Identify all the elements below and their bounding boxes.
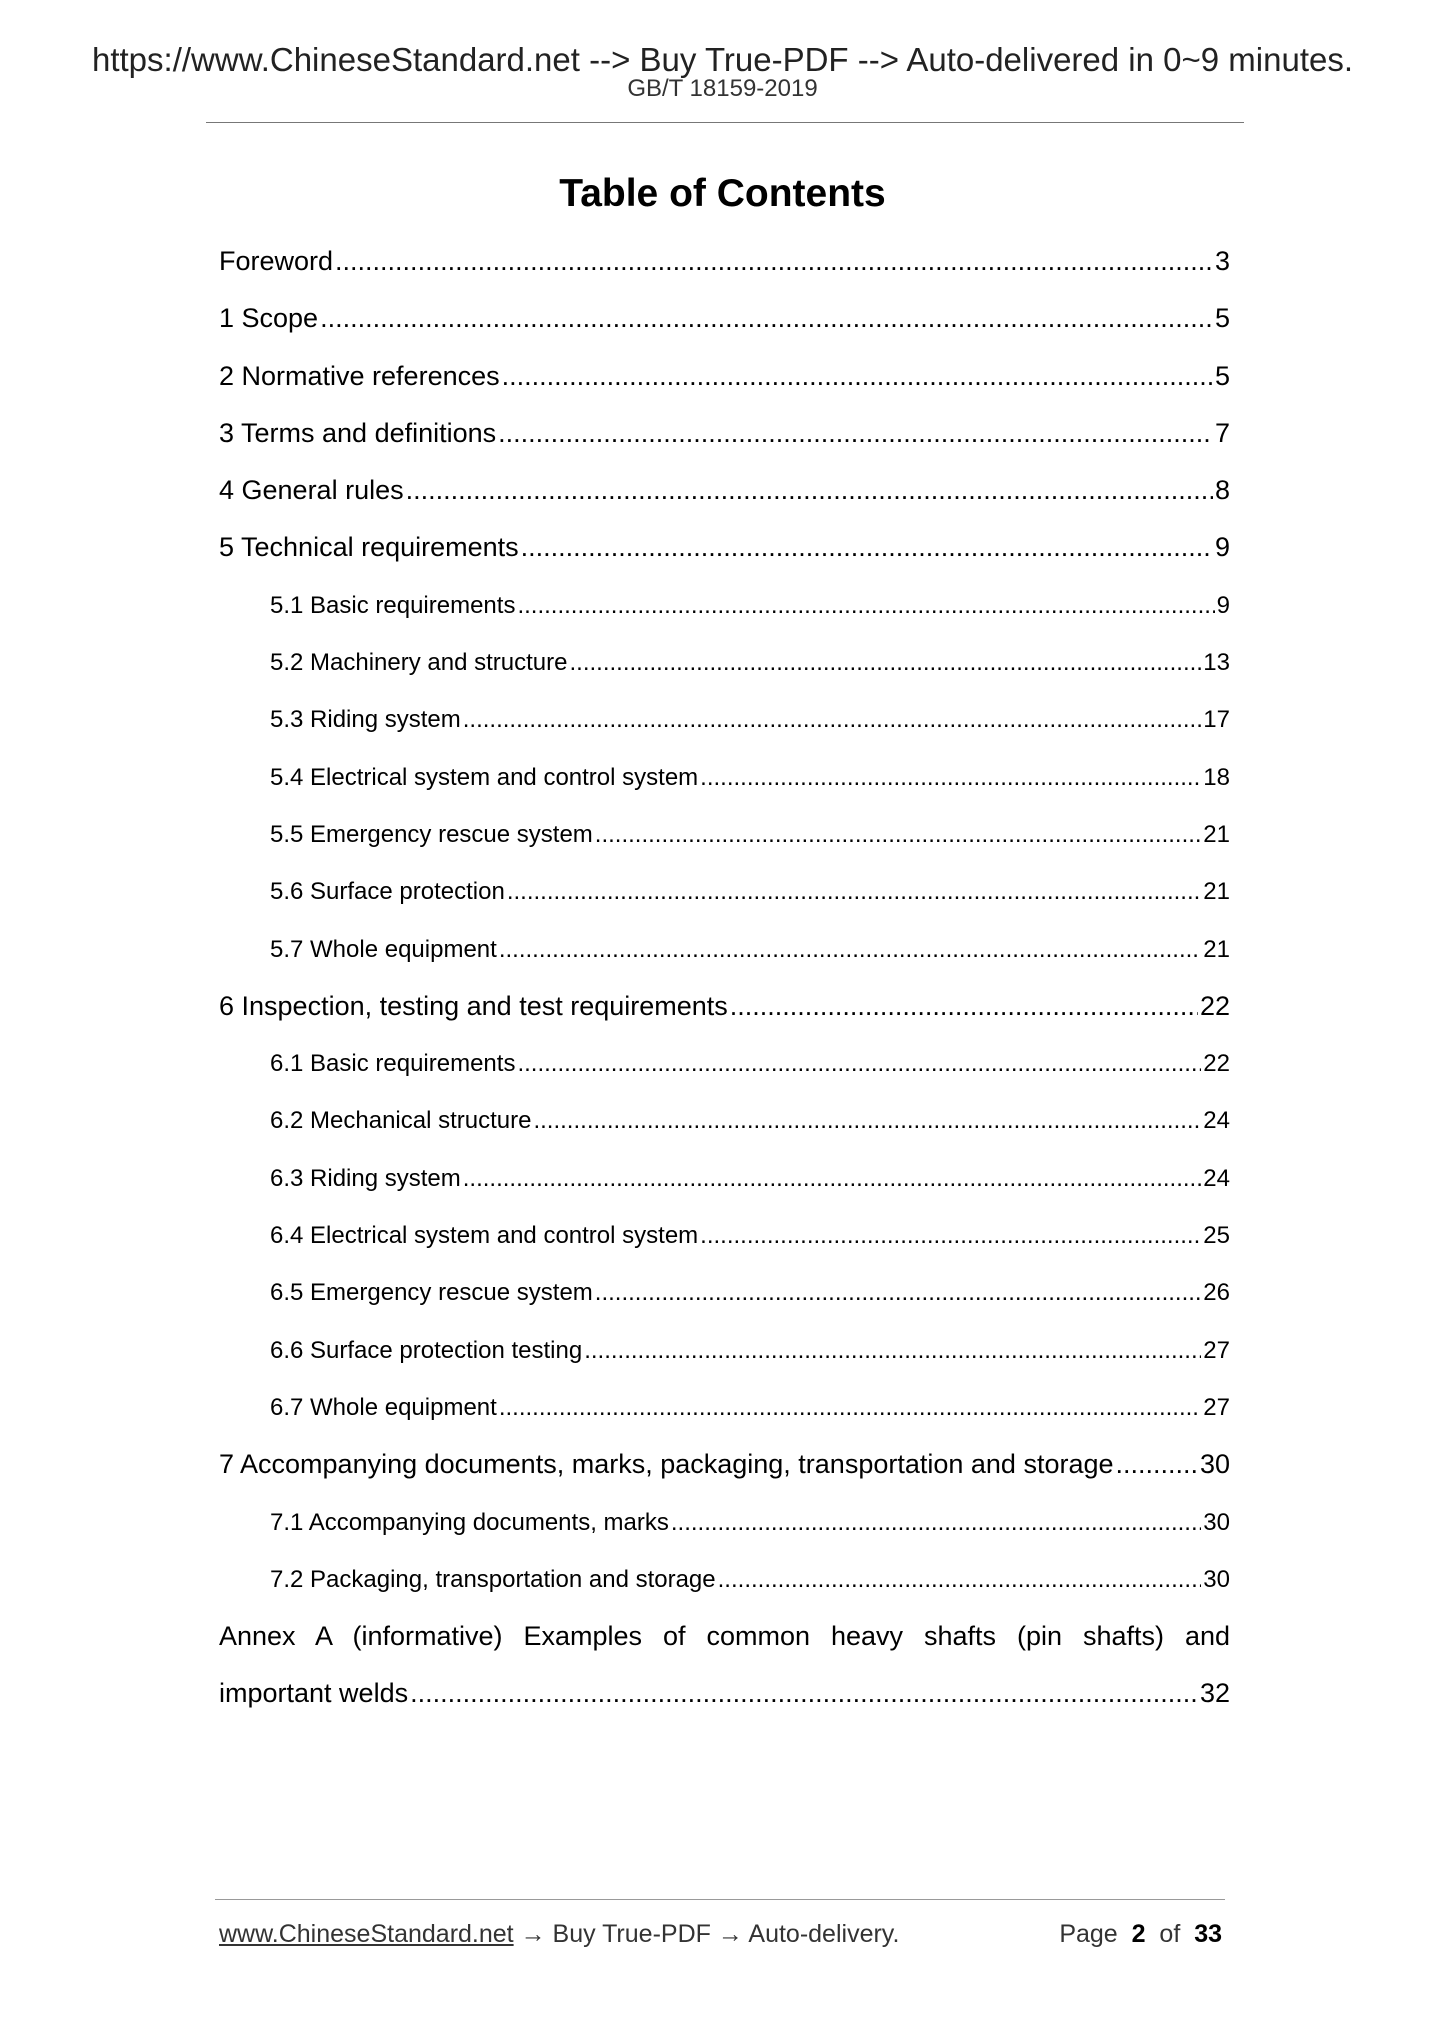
toc-entry-label: 6.7 Whole equipment [270,1393,497,1421]
dot-leader [463,1150,1202,1207]
footer-link-text [219,1918,899,1950]
dot-leader [335,233,1213,290]
toc-entry-label: 3 Terms and definitions [219,417,497,448]
toc-entry[interactable] [219,634,1230,691]
toc-entry-annex-line1[interactable] [219,1608,1230,1665]
toc-entry-label: 5.6 Surface protection [270,878,505,906]
of-word: of [1159,1920,1181,1948]
toc-entry-label: 5.7 Whole equipment [270,935,497,963]
footer-tagline: → Buy True-PDF → Auto-delivery. [513,1920,900,1948]
toc-entry-page: 22 [1199,990,1230,1021]
toc-entry-page: 13 [1203,649,1230,677]
toc-entry-page: 8 [1214,475,1230,506]
page-indicator [1059,1918,1222,1950]
toc-entry-label: important welds [219,1678,409,1709]
footer-divider [215,1899,1225,1900]
toc-entry-label: 4 General rules [219,475,404,506]
toc-entry[interactable] [219,290,1230,347]
toc-entry[interactable] [219,1551,1230,1608]
dot-leader [406,462,1213,519]
dot-leader [517,577,1214,634]
toc-entry-page: 21 [1203,820,1230,848]
toc-entry-page: 30 [1203,1508,1230,1536]
toc-entry[interactable] [219,978,1230,1035]
toc-entry[interactable] [219,519,1230,576]
toc-entry-label: 2 Normative references [219,360,500,391]
dot-leader [595,1264,1202,1321]
dot-leader [499,1379,1201,1436]
toc-entry[interactable] [219,1092,1230,1149]
toc-entry-page: 32 [1199,1678,1230,1709]
dot-leader [463,691,1202,748]
toc-entry-page: 5 [1214,360,1230,391]
toc-entry-label: 5.5 Emergency rescue system [270,820,593,848]
header-divider [206,122,1244,123]
standard-number: GB/T 18159-2019 [627,75,818,102]
dot-leader [410,1665,1198,1722]
dot-leader [569,634,1201,691]
toc-entry[interactable] [219,863,1230,920]
table-of-contents [219,233,1230,1723]
toc-entry-label: 6.2 Mechanical structure [270,1107,532,1135]
toc-entry-label: 7 Accompanying documents, marks, packaging, transportation and storage [219,1449,1114,1480]
toc-entry-label: 5.1 Basic requirements [270,591,516,619]
toc-entry[interactable] [219,405,1230,462]
toc-entry-label: 5.3 Riding system [270,706,461,734]
toc-entry-page: 21 [1203,935,1230,963]
page-word: Page [1059,1920,1118,1948]
toc-entry-label: 6.4 Electrical system and control system [270,1222,699,1250]
toc-entry-label: 6.6 Surface protection testing [270,1336,583,1364]
toc-entry-page: 17 [1203,706,1230,734]
dot-leader [521,519,1213,576]
dot-leader [517,1035,1201,1092]
toc-entry[interactable] [219,1436,1230,1493]
toc-entry[interactable] [219,1035,1230,1092]
toc-entry-label: Annex A (informative) Examples of common heavy shafts (pin shafts) and [219,1621,1230,1652]
toc-entry[interactable] [219,1322,1230,1379]
toc-entry-label: 1 Scope [219,303,319,334]
toc-entry-page: 25 [1203,1222,1230,1250]
dot-leader [730,978,1198,1035]
toc-entry-label: Foreword [219,246,334,276]
toc-entry-label: 7.2 Packaging, transportation and storage [270,1565,716,1593]
toc-entry-page: 24 [1203,1164,1230,1192]
dot-leader [498,405,1213,462]
toc-entry[interactable] [219,691,1230,748]
toc-entry-page: 22 [1203,1050,1230,1078]
dot-leader [700,1207,1201,1264]
toc-entry-page: 24 [1203,1107,1230,1135]
toc-entry[interactable] [219,921,1230,978]
toc-entry-page: 18 [1203,763,1230,791]
toc-entry-page: 30 [1203,1565,1230,1593]
toc-entry[interactable] [219,577,1230,634]
toc-entry-page: 9 [1214,532,1230,563]
footer-site-link[interactable]: www.ChineseStandard.net [219,1920,514,1948]
toc-entry[interactable] [219,462,1230,519]
toc-entry-page: 3 [1214,246,1230,276]
toc-entry-label: 7.1 Accompanying documents, marks [270,1508,669,1536]
toc-entry-page: 9 [1216,591,1230,619]
dot-leader [671,1494,1201,1551]
toc-entry-label: 6 Inspection, testing and test requirements [219,990,728,1021]
toc-entry-label: 5 Technical requirements [219,532,519,563]
toc-entry-page: 27 [1203,1336,1230,1364]
toc-entry[interactable] [219,1150,1230,1207]
toc-entry[interactable] [219,806,1230,863]
dot-leader [320,290,1213,347]
toc-entry-page: 21 [1203,878,1230,906]
toc-entry-label: 6.5 Emergency rescue system [270,1279,593,1307]
toc-entry-label: 5.4 Electrical system and control system [270,763,699,791]
dot-leader [1116,1436,1198,1493]
toc-entry[interactable] [219,1494,1230,1551]
page-total: 33 [1194,1920,1222,1948]
toc-entry-page: 5 [1214,303,1230,334]
dot-leader [700,749,1201,806]
page-number: 2 [1131,1920,1146,1948]
toc-entry-page: 30 [1199,1449,1230,1480]
header-banner: https://www.ChineseStandard.net --> Buy True-PDF --> Auto-delivered in 0~9 minutes. [91,41,1354,78]
toc-entry-label: 6.1 Basic requirements [270,1050,516,1078]
toc-entry-page: 7 [1214,417,1230,448]
dot-leader [499,921,1201,978]
toc-entry[interactable] [219,233,1230,290]
page-title: Table of Contents [559,172,886,215]
toc-entry-label: 5.2 Machinery and structure [270,649,568,677]
toc-entry-label: 6.3 Riding system [270,1164,461,1192]
toc-entry[interactable] [219,348,1230,405]
dot-leader [507,863,1201,920]
dot-leader [533,1092,1201,1149]
toc-entry-page: 26 [1203,1279,1230,1307]
toc-entry[interactable] [219,1207,1230,1264]
toc-entry[interactable] [219,749,1230,806]
dot-leader [718,1551,1202,1608]
dot-leader [584,1322,1201,1379]
toc-entry[interactable] [219,1379,1230,1436]
toc-entry[interactable] [219,1264,1230,1321]
dot-leader [502,348,1213,405]
toc-entry-annex-line2[interactable] [219,1665,1230,1722]
dot-leader [595,806,1202,863]
toc-entry-page: 27 [1203,1393,1230,1421]
